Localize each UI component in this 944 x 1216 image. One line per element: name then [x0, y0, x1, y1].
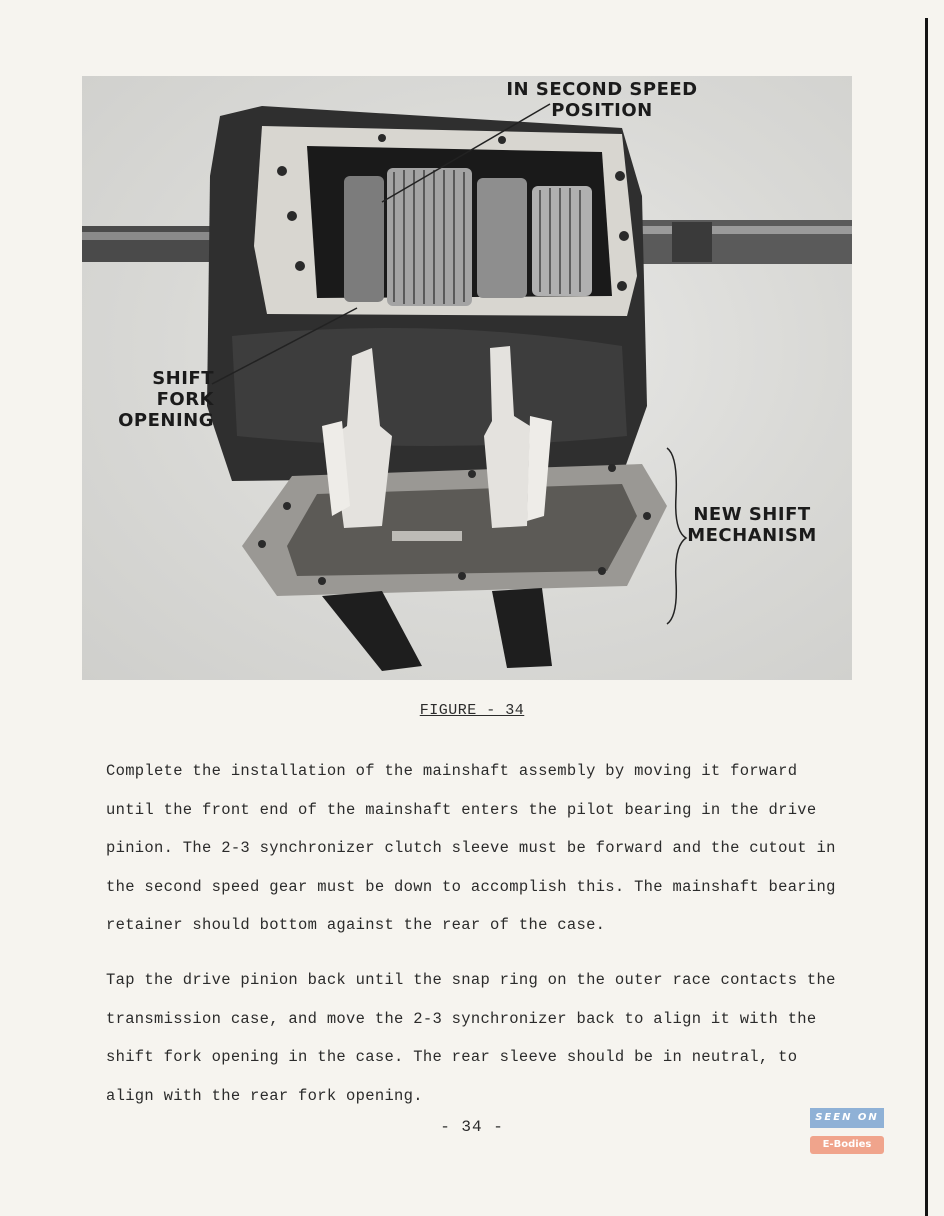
- callout-second-speed: [502, 79, 702, 121]
- watermark-bottom-text: E-Bodies: [810, 1136, 884, 1154]
- callout-shift-fork: [92, 368, 214, 431]
- page-edge-rule: [925, 18, 928, 1216]
- body-paragraph-2: Tap the drive pinion back until the snap ring on the outer race contacts the transmission case, and move the 2-3 synchronizer back to align it with the shift fork opening in the case. The rear sleeve should be in neutral, to align with the rear fork opening.: [106, 971, 836, 1105]
- callout-new-shift-line2: MECHANISM: [687, 525, 817, 546]
- callout-new-shift: [682, 504, 822, 546]
- watermark-top-text: SEEN ON: [810, 1108, 884, 1128]
- callout-second-speed-line2: POSITION: [551, 100, 653, 121]
- figure-caption: [0, 702, 944, 719]
- callout-new-shift-line1: NEW SHIFT: [693, 504, 811, 525]
- callout-shift-fork-line1: SHIFT FORK: [152, 368, 214, 410]
- figure-caption-text: FIGURE - 34: [419, 702, 525, 719]
- callout-second-speed-line1: IN SECOND SPEED: [506, 79, 698, 100]
- seen-on-ebodies-watermark: [810, 1108, 884, 1156]
- transmission-photo: [82, 76, 852, 680]
- body-paragraph-1: Complete the installation of the mainshaft assembly by moving it forward until the front end of the mainshaft enters the pilot bearing in the drive pinion. The 2-3 synchronizer clutch sleeve must be forward and the cutout in the second speed gear must be down to accomplish this. The mainshaft bearing retainer should bottom against the rear of the case.: [106, 762, 836, 934]
- page-number: - 34 -: [440, 1118, 504, 1136]
- callout-shift-fork-line2: OPENING: [118, 410, 214, 431]
